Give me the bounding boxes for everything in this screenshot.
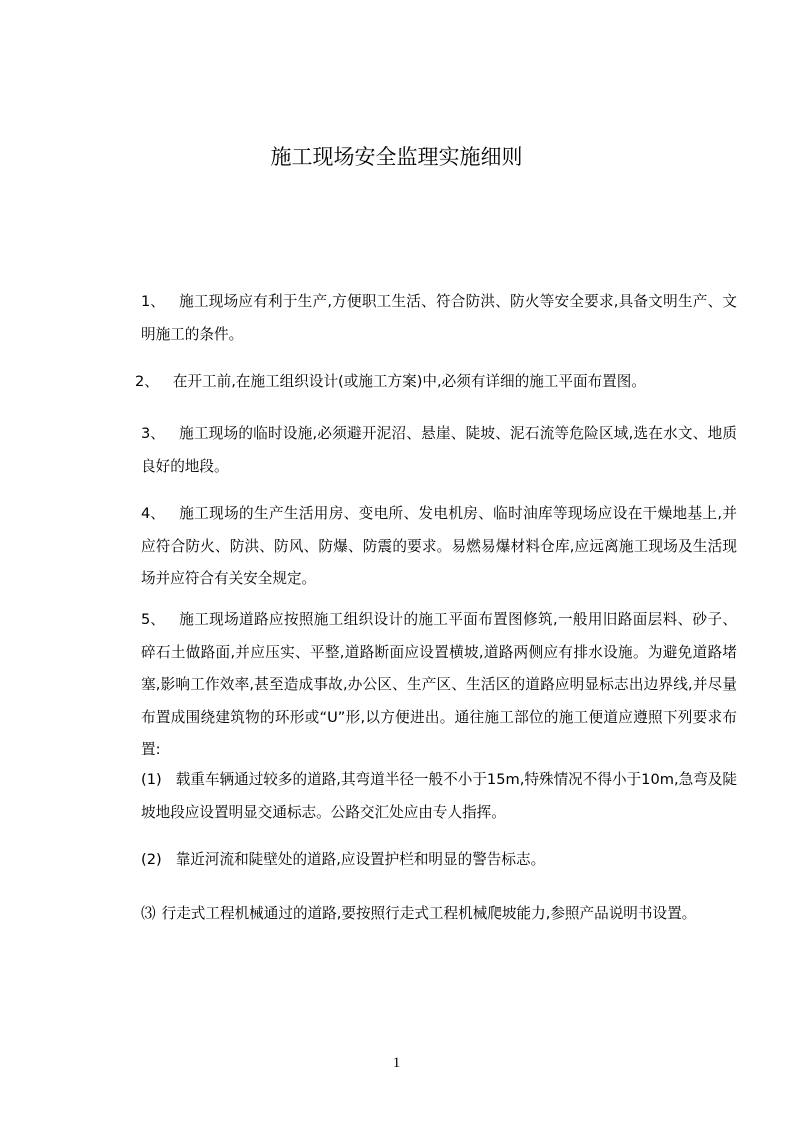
paragraph-text: 载重车辆通过较多的道路,其弯道半径一般不小于15m,特殊情况不得小于10m,急弯及陡坡地段应设置明显交通标志。公路交汇处应由专人指挥。 (141, 771, 737, 821)
paragraph-text: 在开工前,在施工组织设计(或施工方案)中,必须有详细的施工平面布置图。 (172, 373, 646, 390)
paragraph-number: 2、 (135, 373, 159, 390)
paragraph-number: (2) (141, 851, 162, 868)
paragraph-number: (1) (141, 771, 162, 788)
paragraph-text: 靠近河流和陡壁处的道路,应设置护栏和明显的警告标志。 (175, 851, 546, 868)
paragraph-text: 施工现场的临时设施,必须避开泥沼、悬崖、陡坡、泥石流等危险区域,选在水文、地质良好的地段。 (141, 425, 737, 475)
paragraph-6 (105, 764, 737, 829)
paragraph-number: ⑶ (141, 905, 156, 922)
paragraph-4 (105, 498, 737, 596)
paragraph-text: 施工现场的生产生活用房、变电所、发电机房、临时油库等现场应设在干燥地基上,并应符合防火、防洪、防风、防爆、防震的要求。易燃易爆材料仓库,应远离施工现场及生活现场并应符合有关安全规定。 (141, 505, 737, 587)
paragraph-text: 施工现场应有利于生产,方便职工生活、符合防洪、防火等安全要求,具备文明生产、文明施工的条件。 (141, 293, 737, 343)
paragraph-7 (105, 844, 737, 877)
paragraph-number: 4、 (141, 505, 165, 522)
page-number: 1 (392, 1055, 401, 1071)
paragraph-text: 施工现场道路应按照施工组织设计的施工平面布置图修筑,一般用旧路面层料、砂子、碎石土做路面,并应压实、平整,道路断面应设置横坡,道路两侧应有排水设施。为避免道路堵塞,影响工作效率,甚至造成事故,办公区、生产区、生活区的道路应明显标志出边界线,并尽量布置成围绕建筑物的环形或“U”形,以方便进出。通往施工部位的施工便道应遵照下列要求布置: (141, 611, 737, 758)
paragraph-2 (105, 366, 731, 399)
paragraph-5 (105, 604, 737, 767)
paragraph-text: 行走式工程机械通过的道路,要按照行走式工程机械爬坡能力,参照产品说明书设置。 (161, 905, 697, 922)
paragraph-1 (105, 286, 737, 351)
paragraph-8 (105, 898, 737, 931)
paragraph-number: 5、 (141, 611, 165, 628)
paragraph-number: 3、 (141, 425, 165, 442)
paragraph-3 (105, 418, 737, 483)
document-title: 施工现场安全监理实施细则 (270, 145, 523, 169)
paragraph-number: 1、 (141, 293, 165, 310)
